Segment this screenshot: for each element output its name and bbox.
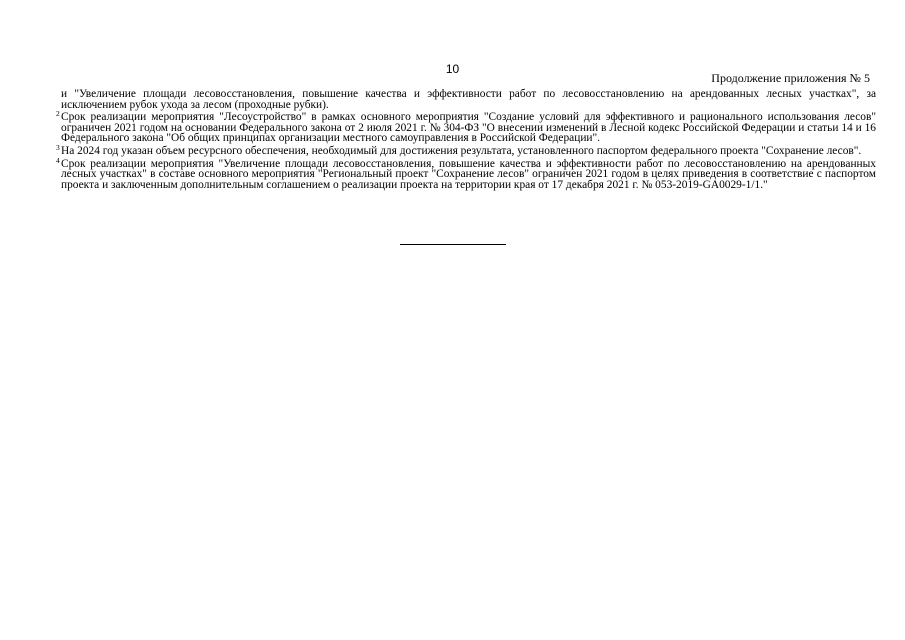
footnote-4 <box>56 155 876 191</box>
footnote-marker: 3 <box>56 142 60 152</box>
footnotes-block <box>56 88 876 192</box>
footnote-text: Срок реализации мероприятия "Лесоустройство" в рамках основного мероприятия "Создание условий для эффективного и рационального использования лесов" ограничен 2021 годом на основании Федерального закона от 2 июля 2021 г. № 304-ФЗ "О внесении изменений в Лесной кодекс Российской Федерации и статьи 14 и 16 Федерального закона "Об общих принципах организации местного самоуправления в Российской Федерации". <box>61 111 876 145</box>
footnote-marker: 4 <box>56 155 60 165</box>
footnote-text: Срок реализации мероприятия "Увеличение площади лесовосстановления, повышение качества и эффективности работ по лесовосстановлению на арендованных лесных участках" в составе основного мероприятия "Региональный проект "Сохранение лесов" ограничен 2021 годом в целях приведения в соответствие с паспортом проекта и заключенным дополнительным соглашением о реализации проекта на территории края от 17 декабря 2021 г. № 053-2019-GA0029-1/1." <box>61 157 876 191</box>
footnotes-end-divider <box>400 244 506 245</box>
footnote-text: На 2024 год указан объем ресурсного обеспечения, необходимый для достижения результата, установленного паспортом федерального проекта "Сохранение лесов". <box>61 144 862 157</box>
footnote-text: и "Увеличение площади лесовосстановления, повышение качества и эффективности работ по лесовосстановлению на арендованных лесных участках", за исключением рубок ухода за лесом (проходные рубки). <box>61 88 876 111</box>
footnote-continued <box>61 89 876 110</box>
appendix-continuation-label: Продолжение приложения № 5 <box>711 71 870 85</box>
footnote-marker: 2 <box>56 109 60 119</box>
page-number: 10 <box>445 62 460 76</box>
footnote-2 <box>56 109 876 145</box>
footnote-3 <box>56 142 876 157</box>
